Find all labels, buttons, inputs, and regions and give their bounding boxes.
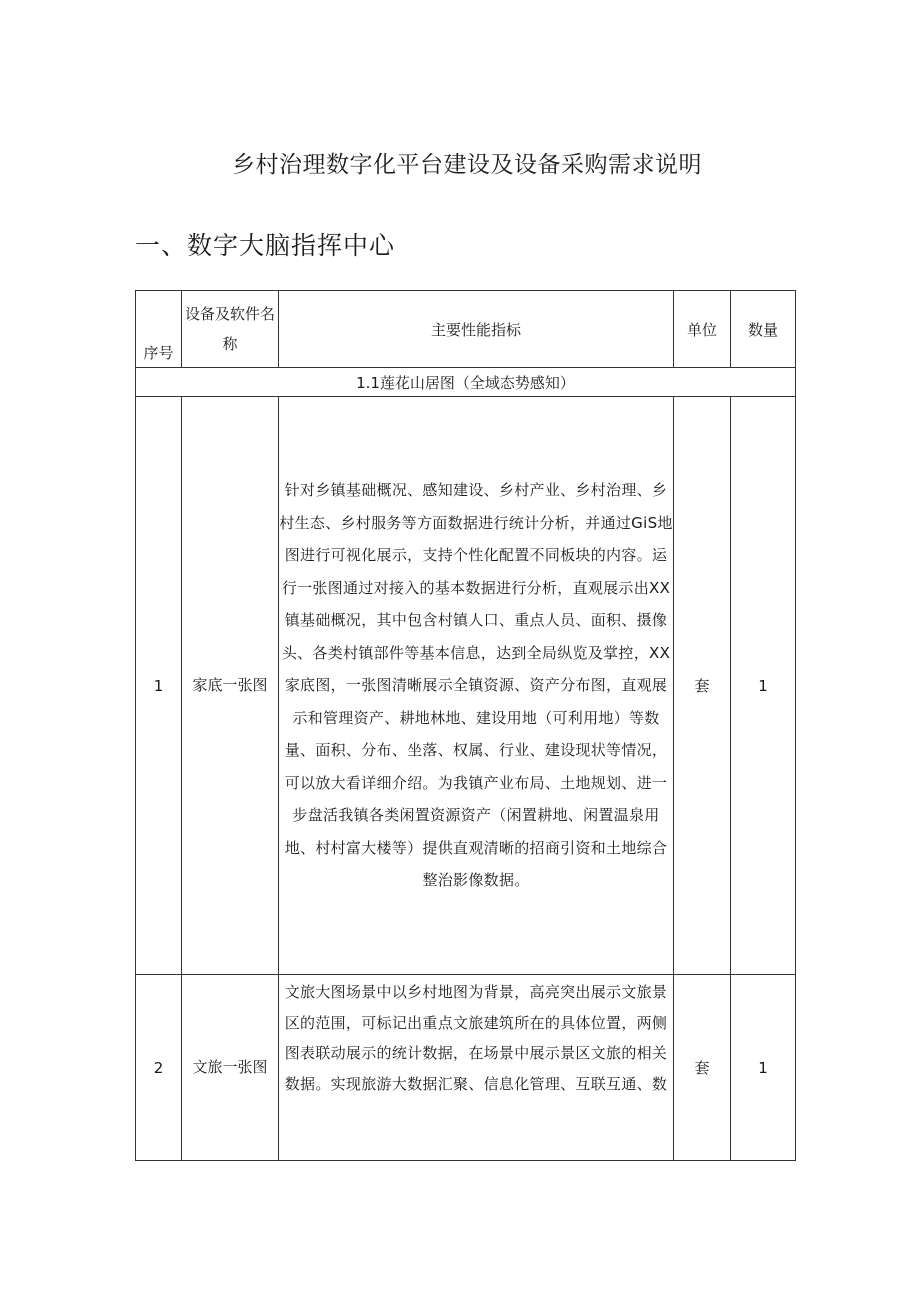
section-heading: 一、数字大脑指挥中心 [135,231,396,260]
header-item-name: 设备及软件名称 [182,291,279,368]
row-serial-number: 2 [136,975,182,1161]
header-unit: 单位 [674,291,731,368]
table-row [136,397,796,975]
table-section-row [136,368,796,397]
header-serial-number: 序号 [136,291,182,368]
row-item-name: 家底一张图 [182,397,279,975]
document-title: 乡村治理数字化平台建设及设备采购需求说明 [232,152,702,178]
row-item-name: 文旅一张图 [182,975,279,1161]
header-quantity: 数量 [731,291,796,368]
table-row [136,975,796,1161]
section-row-label: 1.1莲花山居图（全域态势感知） [136,368,796,397]
table-header-row [136,291,796,368]
header-specifications: 主要性能指标 [279,291,674,368]
row-unit: 套 [674,975,731,1161]
row-unit: 套 [674,397,731,975]
requirements-table [135,290,796,1161]
row-serial-number: 1 [136,397,182,975]
row-specifications: 针对乡镇基础概况、感知建设、乡村产业、乡村治理、乡村生态、乡村服务等方面数据进行统计分析，并通过GiS地图进行可视化展示，支持个性化配置不同板块的内容。运行一张图通过对接入的基本数据进行分析，直观展示出XX镇基础概况，其中包含村镇人口、重点人员、面积、摄像头、各类村镇部件等基本信息，达到全局纵览及掌控，XX家底图，一张图清晰展示全镇资源、资产分布图，直观展示和管理资产、耕地林地、建设用地（可利用地）等数量、面积、分布、坐落、权属、行业、建设现状等情况，可以放大看详细介绍。为我镇产业布局、土地规划、进一步盘活我镇各类闲置资源资产（闲置耕地、闲置温泉用地、村村富大楼等）提供直观清晰的招商引资和土地综合整治影像数据。 [279,397,674,975]
row-quantity: 1 [731,975,796,1161]
row-specifications: 文旅大图场景中以乡村地图为背景，高亮突出展示文旅景区的范围，可标记出重点文旅建筑所在的具体位置，两侧图表联动展示的统计数据，在场景中展示景区文旅的相关数据。实现旅游大数据汇聚、信息化管理、互联互通、数 [279,975,674,1161]
row-quantity: 1 [731,397,796,975]
